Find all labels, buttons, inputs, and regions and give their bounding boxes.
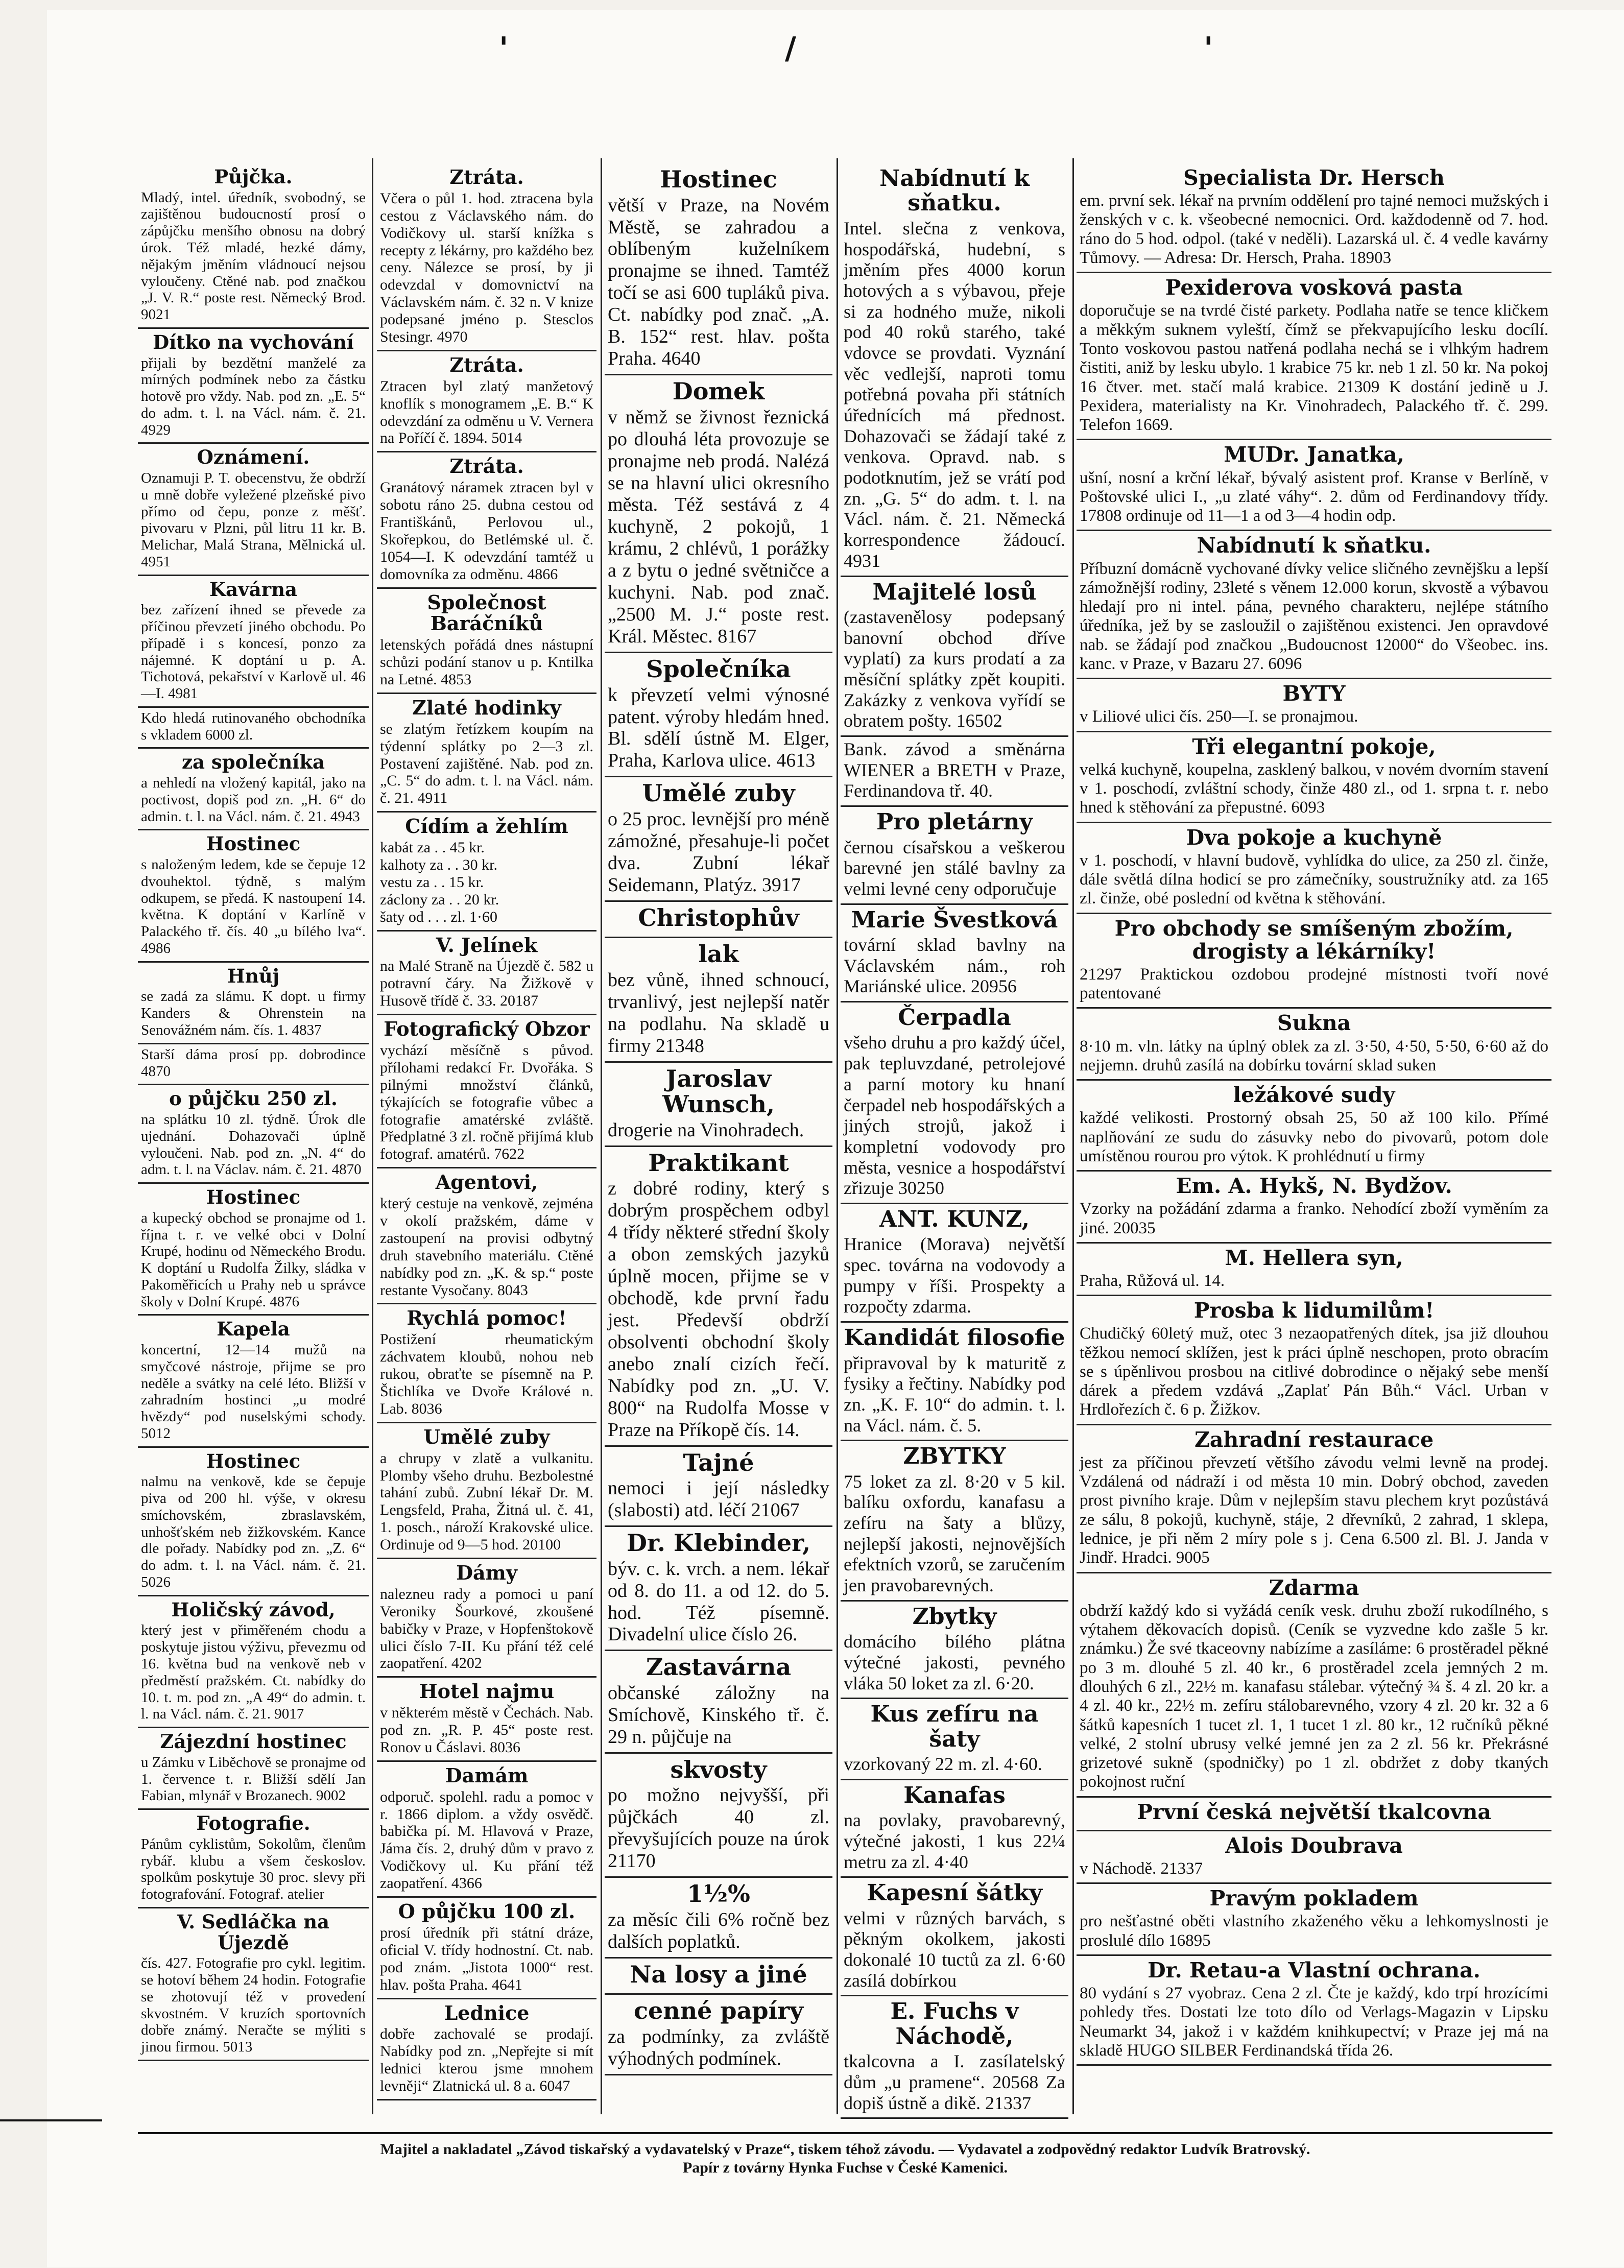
ad-text: bez zařízení ihned se převede za příčinou převzetí jiného obchodu. Po případě i s koncesí, ponzo za nájemné. K doptání u p. A. Tichotová, pekařství v Karlově ul. 46—I. 4981 [141,602,370,702]
classified-ad [841,1780,1068,1878]
ad-text: Kdo hledá rutinovaného obchodníka s vkladem 6000 zl. [141,709,370,743]
ad-heading: Alois Doubrava [1225,1833,1403,1858]
classified-ad [377,1015,596,1168]
ad-heading: Praktikant [648,1149,789,1177]
classified-ad [377,1304,596,1423]
classified-ad [841,1996,1068,2119]
ad-text: doporučuje se na tvrdé čisté parkety. Podlaha natře se tence kličkem a měkkým suknem vyleští, čímž se překvapujícího lesku docílí. Tonto voskovou pastou natřená podlaha nechá se i vlhkým hadrem čistiti, aniž by lesku ubylo. 1 krabice 75 kr. neb 1 zl. 50 kr. Na pokoj 16 čtver. met. stačí malá krabice. 21309 K dostání jedině u J. Pexidera, materialisty na Kr. Vinohradech, Palackého tř. č. 299. Telefon 1669. [1080,301,1553,435]
ad-heading: Nabídnutí k sňatku. [879,165,1030,217]
ad-text: větší v Praze, na Novém Městě, se zahradou a oblíbeným kuželníkem pronajme se ihned. Tamtéž točí se asi 600 tupláků piva. Ct. nabídky pod znač. „A. B. 152“ rest. hlav. pošta Praha. 4640 [608,194,834,370]
ad-text: nalezneu rady a pomoci u paní Veroniky Šourkové, zkoušené babičky v Praze, v Hopfenštokově ulici číslo 7-II. Ku přání též celé zaopatření. 4202 [380,1585,598,1672]
ad-text: nalmu na venkově, kde se čepuje piva od 200 hl. výše, v okresu smíchovském, zbraslavském, unhošťském neb žižkovském. Kance dle pořady. Nabídky pod zn. „Z. 6“ do adm. t. l. na Václ. nám. č. 21. 5026 [141,1473,370,1590]
ad-heading: Zastavárna [646,1653,792,1681]
classified-ad [138,1085,369,1184]
classified-ad [605,1754,832,1878]
ad-text: tkalcovna a I. zasílatelský dům „u pramene“. 20568 Za dopiš ústně a dikě. 21337 [844,2051,1070,2113]
ad-text: velká kuchyně, koupelna, zasklený balkou, v novém dvorním stavení v 1. poschodí, zvláštní schody, činže 480 zl., od 1. srpna t. r. nebo hned k stěhování za přepustné. 6093 [1080,760,1553,817]
classified-ad [841,1602,1068,1699]
ad-heading: Oznámení. [197,446,310,469]
classified-ad [1077,679,1551,732]
classified-ad [1077,1831,1551,1884]
classified-ad [605,902,832,939]
ad-heading: Dítko na vychování [153,330,354,353]
ad-text: drogerie na Vinohradech. [608,1119,804,1141]
ad-text: domácího bílého plátna výtečné jakosti, pevného vláka 50 loket za zl. 6·20. [844,1631,1070,1693]
classified-ad [841,163,1068,577]
ad-text: Praha, Růžová ul. 14. [1080,1271,1225,1290]
ad-text: ušní, nosní a krční lékař, bývalý asistent prof. Kranse v Berlíně, v Poštovské ulici I., „u zlaté váhy“. 2. dům od Ferdinandovy třídy. 17808 ordinuje od 11—1 a od 3—4 hodin odp. [1080,468,1553,526]
classified-ad [138,1810,369,1908]
column-rule [1072,158,1074,2114]
ad-text: 80 vydání s 27 vyobraz. Cena 2 zl. Čte je každý, kdo trpí hrozícími pohledy třes. Dostati lze toto dílo od Verlags-Magazin v Lipsku Neumarkt 34, jakož i v každém knihkupectví; v Praze jej má na skladě HUGO SILBER Ferdinandská třída 26. [1080,1984,1553,2060]
page-mark: ' [499,31,509,66]
ad-heading: Ztráta. [449,165,524,188]
ad-heading: V. Jelínek [436,933,538,957]
classified-ad [377,813,596,931]
classified-ad [138,749,369,830]
ad-text: Včera o půl 1. hod. ztracena byla cestou z Václavského nám. do Vodičkovy ul. starší knížka s recepty z lékárny, pro každého bez ceny. Nálezce se prosí, by ji odevzdal v domovnictví na Václavském nám. č. 32 n. V knize podepsané jméno p. Stesclos Stesingr. 4970 [380,189,598,346]
ad-text: Starší dáma prosí pp. dobrodince 4870 [141,1046,370,1080]
ad-text: se zlatým řetízkem koupím na týdenní splátky po 2—3 zl. Postavení zajištěné. Nab. pod zn. „C. 5“ do adm. t. l. na Václ. nám. č. 21. 4911 [380,720,598,807]
ad-text: odporuč. spolehl. radu a pomoc v r. 1866 diplom. a vždy osvědč. babička pí. M. Hlavová v Praze, Jáma čís. 2, druhý dům v pravo z Vodičkovy ul. Ku přání též zaopatření. 4366 [380,1788,598,1892]
classified-ad [377,1898,596,1999]
ad-text: kabát za . . 45 kr. kalhoty za . . 30 kr. vestu za . . 15 kr. záclony za . . 20 kr. šaty od . . . zl. 1·60 [380,839,499,925]
ad-text: v Náchodě. 21337 [1080,1859,1203,1878]
ad-text: všeho druhu a pro každý účel, pak tepluvzdané, petrolejové a parní motory ku hnaní čerpadel neb hospodářských a jiných strojů, jakož i kompletní vodovody pro města, vesnice a hospodářství zřizuje 30250 [844,1032,1070,1199]
ad-heading: Kanafas [903,1782,1006,1808]
classified-ad [1077,1425,1551,1573]
ad-heading: Agentovi, [435,1171,538,1194]
classified-ad [1077,440,1551,531]
ad-text: k převzetí velmi výnosné patent. výroby hledám hned. Bl. sdělí ústně M. Elger, Praha, Karlova ulice. 4613 [608,684,834,772]
ad-heading: skvosty [670,1755,767,1783]
ad-heading: Společnost Baráčníků [427,590,546,635]
classified-ad [377,163,596,351]
ad-heading: Hnůj [227,964,280,987]
classified-ad [138,1448,369,1596]
ad-text: se zadá za slámu. K dopt. u firmy Kanders & Ohrenstein na Senovážném nám. čís. 1. 4837 [141,988,370,1039]
ad-text: a kupecký obchod se pronajme od 1. října t. r. ve velké obci v Dolní Krupé, hodinu od Německého Brodu. K doptání u Rudolfa Žilky, sládka v Pakoměřicích u Prahy neb u správce školy v Dolní Krupé. 4876 [141,1209,370,1310]
ad-text: 8·10 m. vln. látky na úplný oblek za zl. 3·50, 4·50, 5·50, 6·60 až do nejjemn. druhů zasílá na dobírku tovární sklad suken [1080,1037,1553,1075]
ad-text: a chrupy v zlatě a vulkanitu. Plomby všeho druhu. Bezbolestné tahání zubů. Zubní lékař Dr. M. Lengsfeld, Praha, Žitná ul. č. 41, 1. posch., nároží Krakovské ulice. Ordinuje od 9—5 hod. 20100 [380,1449,598,1554]
column-2 [377,163,596,2119]
classified-ad [138,1184,369,1316]
ad-text: tovární sklad bavlny na Václavském nám., roh Mariánské ulice. 20956 [844,934,1070,997]
classified-ad [841,1699,1068,1780]
ad-heading: Damám [445,1763,529,1787]
classified-ad [841,1878,1068,1996]
page-mark: ' [1204,31,1213,66]
ad-heading: Zájezdní hostinec [160,1730,347,1753]
ad-heading: Kus zefíru na šaty [870,1701,1039,1752]
classified-ad [605,1063,832,1147]
ad-heading: Nabídnutí k sňatku. [1197,533,1431,558]
ad-text: jest za příčinou převzetí většího závodu velmi levně na prodej. Vzdálená od nádraží i od města 10 min. Dobrý obchod, zaveden prost pivního kraje. Dům v nejlepším stavu plechem kryt pozůstává ze sálu, 8 pokojů, kuchyně, stáje, 2 dřevníků, 2 zahrad, 1 sklepa, lednice, je při něm 2 míry pole s j. Cena 6.500 zl. Bl. J. Janda v Jindř. Hradci. 9005 [1080,1453,1553,1567]
ad-text: dobře zachovalé se prodají. Nabídky pod zn. „Nepřejte si mít lednici kterou jsme mnohem levněji“ Zlatnická ul. 8 a. 6047 [380,2025,598,2095]
classified-ad [1077,1798,1551,1831]
classified-ad [377,1999,596,2100]
ad-heading: Hostinec [206,1186,301,1209]
classified-ad [377,694,596,813]
ad-text: pro nešťastné oběti vlastního zkaženého věku a lehkomyslnosti je proslulé dílo 16895 [1080,1912,1553,1950]
ad-heading: Půjčka. [214,165,293,188]
ad-text: který jest v přiměřeném chodu a poskytuje jistou výživu, převezmu od 16. května bud na venkově neb v předměstí pražském. Ct. nabídky do 10. t. m. pod zn. „A 49“ do admin. t. l. na Václ. nám. č. 21. 9017 [141,1622,370,1723]
ad-text: Bank. závod a směnárna WIENER a BRETH v Praze, Ferdinandova tř. 40. [844,739,1070,801]
ad-heading: Společníka [646,655,791,683]
classified-ad [841,1204,1068,1323]
classified-ad [605,163,832,375]
ad-heading: Umělé zuby [642,779,795,807]
ad-text: v 1. poschodí, v hlavní budově, vyhlídka do ulice, za 250 zl. činže, dále světlá dílna hodicí se pro zámečníky, soustružníky atd. za 165 zl. činže, obé poslední od května k stěhování. [1080,851,1553,908]
ad-text: u Zámku v Liběchově se pronajme od 1. července t. r. Bližší sdělí Jan Fabian, mlynář v Brozanech. 9002 [141,1754,370,1804]
ad-heading: Jaroslav Wunsch, [662,1064,775,1118]
ad-text: Postižení rheumatickým záchvatem kloubů, nohou neb rukou, obraťte se písemně na P. Štichlíka ve Dvoře Králové n. Lab. 8036 [380,1331,598,1417]
ad-heading: Kavárna [209,578,297,601]
ad-text: po možno nejvyšší, při půjčkách 40 zl. převyšujících pouze na úrok 21170 [608,1784,834,1872]
ad-heading: V. Sedláčka na Újezdě [177,1910,330,1954]
column-rule [601,158,602,2114]
ad-text: letenských pořádá dnes nástupní schůzi podání stanov u p. Kntilka na Letné. 4853 [380,636,598,688]
ad-heading: Pro obchody se smíšeným zbožím, drogisty a lékárníky! [1114,916,1514,964]
classified-ad [138,329,369,444]
classified-ad [138,1908,369,2061]
fold-line [0,2119,102,2121]
ad-heading: Lednice [444,2001,530,2024]
classified-ad [138,1044,369,1086]
ad-text: Vzorky na požádání zdarma a franko. Nehodící zboží vyměním za jiné. 20035 [1080,1200,1553,1237]
ad-heading: o půjčku 250 zl. [169,1087,338,1110]
ad-text: Ztracen byl zlatý manžetový knoflík s monogramem „E. B.“ K odevzdání za odměnu u V. Vernera na Poříčí č. 1894. 5014 [380,377,598,447]
classified-ad [377,589,596,694]
classified-ad [1077,1172,1551,1244]
ad-text: nemoci i její následky (slabosti) atd. léčí 21067 [608,1477,834,1521]
classified-ad [138,163,369,329]
classified-ad [605,938,832,1062]
ad-heading: E. Fuchs v Náchodě, [890,1998,1019,2049]
column-5 [1077,163,1551,2119]
classified-ad [377,1559,596,1678]
ad-text: v Liliové ulici čís. 250—I. se pronajmou. [1080,707,1358,726]
ad-heading: Fotografický Obzor [384,1017,590,1041]
ad-text: velmi v různých barvách, s pěkným okolkem, jakosti dokonalé 10 tuctů za zl. 6·60 zasílá dobírkou [844,1907,1070,1991]
classified-ad [1077,1296,1551,1425]
classified-ad [1077,1244,1551,1296]
classified-ad [1077,1009,1551,1081]
ad-heading: Čerpadla [898,1005,1011,1031]
ad-heading: Fotografie. [196,1812,311,1835]
ad-heading: ANT. KUNZ, [879,1206,1030,1232]
ad-heading: za společníka [182,751,325,774]
ad-text: Pánům cyklistům, Sokolům, členům rybář. klubu a všem českoslov. spolkům poskytuje 30 proc. slevy při fotografování. Fotograf. atelier [141,1835,370,1903]
ad-text: 75 loket za zl. 8·20 v 5 kil. balíku oxfordu, kanafasu a zefíru na šaty a blůzy, nejlepší jakosti, nejnovějších efektních vzorů, se zaručením jen pravobarevných. [844,1471,1070,1596]
ad-heading: Cídím a žehlím [405,815,568,838]
classified-ad [605,1147,832,1447]
ad-heading: Ztráta. [449,455,524,478]
classified-ad [377,1168,596,1304]
classified-ad [377,351,596,452]
classified-ad [377,1678,596,1762]
ad-text: Chudičký 60letý muž, otec 3 nezaopatřených dítek, jsa již dlouhou těžkou nemocí sklížen, jest k práci úplně neschopen, proto obracím se s úpěnlivou prosbou na citlivé dobrodince o nějaký sebe menší dárek a předem vzdává „Zaplať Pán Bůh.“ Václ. Urban v Hrdlořezích č. 6 p. Žižkov. [1080,1324,1553,1419]
ad-heading: Pexiderova vosková pasta [1165,275,1463,300]
ad-heading: Majitelé losů [872,579,1037,605]
ad-heading: Kapesní šátky [867,1880,1042,1906]
classified-ad [138,708,369,749]
ad-text: který cestuje na venkově, zejména v okolí pražském, dáme v zastoupení na provisi odbytný druh stavebního materiálu. Ctěné nabídky pod zn. „K. & sp.“ poste restante Vysočany. 8043 [380,1195,598,1299]
page-mark: / [785,31,796,66]
ad-text: Granátový náramek ztracen byl v sobotu ráno 25. dubna cestou od Františkánů, Perlovou ul., Skořepkou, do Betlémské ul. č. 1054—I. K odevzdání tamtéž u domovníka za odměnu. 4866 [380,479,598,583]
classified-ad [841,807,1068,904]
classified-ad [138,1316,369,1447]
classified-ad [138,576,369,708]
ad-text: z dobré rodiny, který s dobrým prospěchem odbyl 4 třídy některé střední školy a obon zemských jazyků úplně mocen, přijme se v obchodě, kde první řadu jest. Předevší obdrží obsolventi obchodní školy anebo znalí cizích řečí. Nabídky pod zn. „U. V. 800“ na Rudolfa Mosse v Praze na Příkopě čís. 14. [608,1178,834,1441]
ad-heading: Hotel najmu [419,1680,555,1703]
ad-heading: Sukna [1277,1011,1351,1036]
classified-ad [605,1651,832,1753]
ad-text: za měsíc čili 6% ročně bez dalších poplatků. [608,1908,834,1952]
ad-heading: M. Hellera syn, [1225,1245,1403,1270]
classified-ad [605,1447,832,1527]
ad-text: připravoval by k maturitě z fysiky a řečtiny. Nabídky pod zn. „K. F. 10“ do admin. t. l. na Václ. nám. č. 5. [844,1352,1070,1436]
classified-ad [1077,273,1551,440]
column-rule [372,158,373,2114]
ad-heading: O půjčku 100 zl. [398,1900,576,1923]
ad-text: Intel. slečna z venkova, hospodářská, hudební, s jměním přes 4000 korun hotových a s výbavou, přeje si za hodného muže, nikoli pod 40 roků starého, také vdovce se provdati. Vyznání věc vedlejší, naproti tomu potřebná povaha při státních úřednících má přednost. Dohazovači se žádají také z venkova. Opravd. nab. s podotknutím, jež se vrátí pod zn. „G. 5“ do adm. t. l. na Václ. nám. č. 21. Německá korrespondence žádoucí. 4931 [844,218,1070,571]
classified-ad [605,777,832,901]
classified-ad [605,1878,832,1958]
classified-ad [138,444,369,576]
classified-ad [605,1959,832,1995]
ad-heading: Em. A. Hykš, N. Bydžov. [1176,1174,1452,1199]
ad-text: (zastavenělosy podepsaný banovní obchod dříve vyplatí) za kurs prodatí a za měsíční splátky zpět koupiti. Zakázky z venkova vyřídí se obratem pošty. 16502 [844,606,1070,731]
ad-heading: Dr. Klebinder, [626,1529,811,1557]
ad-text: vzorkovaný 22 m. zl. 4·60. [844,1754,1042,1775]
ad-text: na splátku 10 zl. týdně. Úrok dle ujednání. Dohazovači úplně vyloučeni. Nab. pod zn. „N. 4“ do adm. t. l. na Václav. nám. č. 21. 4870 [141,1111,370,1178]
imprint-line-1: Majitel a nakladatel „Závod tiskařský a vydavatelský v Praze“, tiskem téhož závodu. — Vydavatel a zodpovědný redaktor Ludvík Bratrovský. [380,2141,1310,2158]
column-4 [841,163,1068,2119]
ad-text: za podmínky, za zvláště výhodných podmínek. [608,2025,834,2069]
ad-heading: BYTY [1282,681,1346,706]
classified-ad [1077,531,1551,679]
ad-text: a nehledí na vložený kapitál, jako na poctivost, dopiš pod zn. „H. 6“ do admin. t. l. na Václ. nám. č. 21. 4943 [141,775,370,825]
classified-ad [841,1441,1068,1602]
classified-ad [841,577,1068,737]
classified-ad [1077,1956,1551,2066]
ad-text: em. první sek. lékař na prvním oddělení pro tajné nemoci mužských i ženských v c. k. všeobecné nemocnici. Ord. každodenně od 7. hod. ráno do 5 hod. odpol. (také v neděli). Lazarská ul. č. 4 vedle kavárny Tůmovy. — Adresa: Dr. Hersch, Praha. 18903 [1080,192,1553,267]
ad-heading: Hostinec [660,165,777,193]
ad-heading: 1½% [687,1880,750,1908]
ad-text: prosí úředník při státní dráze, oficial V. třídy hodnostní. Ct. nab. pod znám. „Jistota 1000“ rest. hlav. pošta Praha. 4641 [380,1924,598,1993]
ad-heading: Rychlá pomoc! [407,1306,567,1330]
classified-ad [377,932,596,1016]
ad-heading: Hostinec [206,1449,301,1472]
ad-text: černou císařskou a veškerou barevné jen stálé bavlny za velmi levné ceny odporučuje [844,837,1070,899]
ad-heading: Umělé zuby [423,1425,550,1448]
ad-heading: cenné papíry [633,1997,804,2025]
classified-ad [841,737,1068,807]
ad-text: v některém městě v Čechách. Nab. pod zn. „R. P. 45“ poste rest. Ronov u Čáslavi. 8036 [380,1704,598,1756]
classified-ad [138,1596,369,1728]
ad-text: koncertní, 12—14 mužů na smyčcové nástroje, přijme se pro neděle a svátky na celé léto. Bližší v zahradním hostinci „u modré hvězdy“ pod nuselskými schody. 5012 [141,1342,370,1442]
ad-text: obdrží každý kdo si vyžádá ceník vesk. druhu zboží rukodílného, s výtahem děkovacích dopisů. (Ceník se vyzvedne kdo zašle 5 kr. známku.) Že své tkaceovny nabízíme a zasíláme: 6 prostěradel pěkné po 3 m. dlouhé 5 zl. 40 kr., 6 prostěradel zcela jemných 2 m. dlouhých 6 zl., 22½ m. kanafasu stálebar. výtečný ¾ š. 4 zl. 20 kr. a 4 zl. 40 kr., 22½ m. zefíru stálobarevného, vzory 4 zl. 20 kr. 32 a 6 šátků kapesních 1 tucet zl. 1, 1 tucet 1 zl. 80 kr., 12 ručníků pěkné velké, 2 stolní ubrusy velké jemné jen za 2 zl. 56 kr. Překrásné grizetové sukně (spodničky) po 1 zl. obdržet z doby tkaných pokojnost ruční [1080,1601,1553,1792]
ad-heading: Zlaté hodinky [412,696,561,719]
classified-ad [1077,1081,1551,1172]
ad-heading: Specialista Dr. Hersch [1183,165,1445,190]
classified-ad [605,1995,832,2075]
classified-ad [138,830,369,962]
ad-heading: ležákové sudy [1233,1083,1395,1108]
classified-ad [377,452,596,588]
ad-heading: Tři elegantní pokoje, [1192,734,1436,759]
classified-ad [605,375,832,653]
ad-text: Mladý, intel. úředník, svobodný, se zajištěnou budoucností prosí o zápůjčku menšího obnosu na dobrý úrok. Též mladé, hezké dámy, nějakým jměním vládnoucí nejsou vyloučeny. Ctěné nab. pod značkou „J. V. R.“ poste rest. Německý Brod. 9021 [141,189,370,323]
classified-ad [605,1527,832,1651]
ad-heading: Domek [672,377,765,405]
ad-text: 21297 Praktickou ozdobou prodejné místnosti tvoří nové patentované [1080,965,1553,1003]
classified-ad [1077,732,1551,823]
classified-ad [605,653,832,777]
ad-heading: Tajné [683,1448,754,1476]
classified-ad [1077,1884,1551,1956]
ad-text: Příbuzní domácně vychované dívky velice sličného zevnějšku a lepší zámožnější rodiny, 23leté s věnem 12.000 korun, skvostě a výbavou hledají pro ni intel. pána, pevného charakteru, nejlépe státního úředníka, jež by se zasloužil o zajištěnou existenci. Jen opravdové nab. se žádají pod značkou „Budoucnost 12000“ do Všeobec. ins. kanc. v Praze, v Bazaru 27. 6096 [1080,559,1553,674]
classified-ad [841,905,1068,1002]
ad-heading: Dr. Retau-a Vlastní ochrana. [1148,1957,1480,1983]
ad-heading: Dámy [456,1561,517,1585]
classified-ad [1077,823,1551,914]
classified-ad [1077,914,1551,1009]
ad-text: bez vůně, ihned schnoucí, trvanlivý, jest nejlepší natěr na podlahu. Na skladě u firmy 21348 [608,969,834,1057]
classified-ad [377,1762,596,1898]
ad-heading: Zbytky [912,1603,997,1630]
classified-ad [1077,163,1551,273]
ad-heading: Zahradní restaurace [1194,1427,1434,1452]
ad-text: s naloženým ledem, kde se čepuje 12 dvouhektol. týdně, s malým odkupem, se předá. K nastoupení 14. května. K doptání v Karlíně v Palackého tř. čís. 40 „u bílého lva“. 4986 [141,856,370,957]
ad-heading: Prosba k lidumilům! [1193,1298,1435,1323]
classified-ad [138,1728,369,1810]
ad-text: občanské záložny na Smíchově, Kinského tř. č. 29 n. půjčuje na [608,1682,834,1748]
ad-heading: Dva pokoje a kuchyně [1186,825,1442,850]
ad-heading: Kapela [217,1318,290,1341]
column-1 [138,163,369,2119]
ad-heading: Pro pletárny [876,809,1033,835]
ad-text: každé velikosti. Prostorný obsah 25, 50 až 100 kilo. Přímé naplňování ze sudu do zásuvky nebo do pivovarů, potom dole umístěnou rourou pro výtok. K prohlédnutí u firmy [1080,1109,1553,1165]
imprint-footer [138,2132,1553,2177]
ad-heading: Na losy a jiné [630,1960,807,1988]
ad-heading: Kandidát filosofie [844,1325,1065,1351]
ad-heading: MUDr. Janatka, [1224,442,1404,467]
column-3 [605,163,832,2119]
imprint-line-2: Papír z továrny Hynka Fuchse v České Kamenici. [682,2159,1008,2176]
ad-text: o 25 proc. levnější pro méně zámožné, přesahuje-li počet dva. Zubní lékař Seidemann, Platýz. 3917 [608,808,834,896]
classified-ad [377,1423,596,1559]
ad-heading: První česká největší tkalcovna [1137,1799,1491,1824]
ad-text: vychází měsíčně s původ. přílohami redakcí Fr. Dvořáka. S pilnými množství článků, týkajících se fotografie vůbec a fotografie amatérské zvláště. Předplatné 3 zl. ročně přijímá klub fotograf. amatérů. 7622 [380,1041,598,1163]
ad-text: v němž se živnost řeznická po dlouhá léta provozuje se pronajme neb prodá. Nalézá se na hlavní ulici okresního města. Též sestává z 4 kuchyně, 2 pokojů, 1 krámu, 2 chlévů, 1 porážky a z bytu o jedné světničce a kuchyni. Nab. pod znač. „2500 M. J.“ poste rest. Král. Městec. 8167 [608,406,834,648]
ad-text: Hranice (Morava) největší spec. továrna na vodovody a pumpy v říši. Prospekty a rozpočty zdarma. [844,1234,1070,1317]
ad-heading: ZBYTKY [903,1443,1006,1470]
classified-ad [841,1323,1068,1441]
ad-heading: Hostinec [206,832,301,855]
classified-ad [138,963,369,1044]
ad-heading: Zdarma [1269,1575,1359,1600]
ad-heading: Christophův [638,903,799,932]
ad-text: čís. 427. Fotografie pro cykl. legitim. se hotoví během 24 hodin. Fotografie se zhotovují též v provedení skvostném. V kruzích sportovních dobře známý. Neračte se mýliti s jinou firmou. 5013 [141,1955,370,2056]
ad-heading: Pravým pokladem [1209,1886,1419,1911]
ad-text: přijali by bezdětní manželé za mírných podmínek nebo za částku hotově pro vždy. Nab. pod zn. „E. 5“ do adm. t. l. na Václ. nám. č. 21. 4929 [141,354,370,438]
ad-heading: Marie Švestková [851,906,1058,933]
classified-ad [1077,1573,1551,1798]
ad-text: na povlaky, pravobarevný, výtečné jakosti, 1 kus 22¼ metru za zl. 4·40 [844,1810,1070,1872]
ad-heading: lak [698,940,739,968]
ad-heading: Holičský závod, [171,1598,336,1621]
classified-ad [841,1002,1068,1204]
ad-text: býv. c. k. vrch. a nem. lékař od 8. do 11. a od 12. do 5. hod. Též písemně. Divadelní ulice číslo 26. [608,1558,834,1645]
ad-heading: Ztráta. [449,353,524,376]
ad-text: Oznamuji P. T. obecenstvu, že obdrží u mně dobře vyležené plzeňské pivo přímo od čepu, ponze z měšť. pivovaru v Plzni, půl litru 11 kr. B. Melichar, Malá Strana, Mělnická ul. 4951 [141,470,370,570]
ad-text: na Malé Straně na Újezdě č. 582 u potravní čáry. Na Žižkově v Husově třídě č. 33. 20187 [380,958,598,1010]
column-rule [837,158,838,2114]
